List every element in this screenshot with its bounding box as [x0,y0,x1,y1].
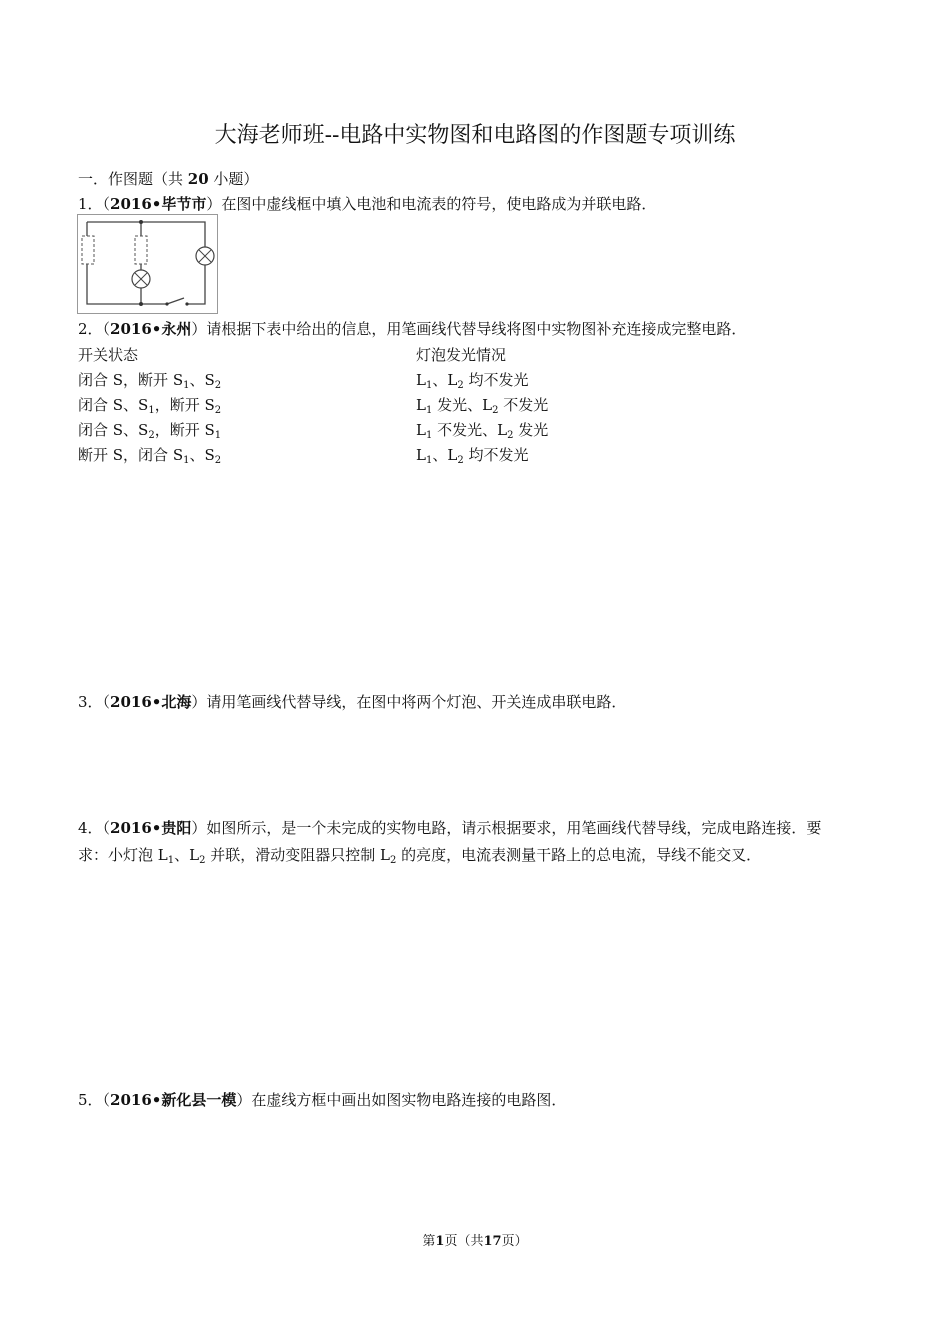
question-3: 3．（2016•北海）请用笔画线代替导线，在图中将两个灯泡、开关连成串联电路． [78,693,627,711]
table-row: 断开 S，闭合 $S_1$、$S_2$ [78,446,222,466]
table-row: 闭合 S、$S_2$，断开 $S_1$ [78,421,222,441]
question-2: 2．（2016•永州）请根据下表中给出的信息，用笔画线代替导线将图中实物图补充连接成完整电路． [78,320,747,338]
question-1: 1．（2016•毕节市）在图中虚线框中填入电池和电流表的符号，使电路成为并联电路． [78,195,657,213]
page-title: 大海老师班--电路中实物图和电路图的作图题专项训练 [214,123,736,148]
table-row: $L_1$ 不发光、$L_2$ 发光 [416,421,549,441]
table-row: $L_1$ 发光、$L_2$ 不发光 [416,396,549,416]
circuit-diagram-q1 [77,214,218,314]
question-4: 4．（2016•贵阳）如图所示，是一个未完成的实物电路，请示根据要求，用笔画线代替导线，完成电路连接．要 [78,819,822,837]
section-heading: 一．作图题（共 20 小题） [78,170,259,188]
table-row: $L_1$、$L_2$ 均不发光 [416,446,529,466]
table-row: $L_1$、$L_2$ 均不发光 [416,371,529,391]
question-4-line-2: 求：小灯泡 $L_1$、$L_2$ 并联，滑动变阻器只控制 $L_2$ 的亮度，电流表测量干路上的总电流，导线不能交叉． [78,846,762,866]
table-row: 闭合 S、$S_1$，断开 $S_2$ [78,396,222,416]
lamp-symbol [132,270,150,288]
lamp-symbol [196,247,214,265]
table-header-lamp: 灯泡发光情况 [416,346,507,364]
table-header-switch: 开关状态 [78,346,139,364]
question-5: 5．（2016•新化县一模）在虚线方框中画出如图实物电路连接的电路图． [78,1091,567,1109]
page-number: 第1页（共17页） [422,1234,528,1249]
table-row: 闭合 S，断开 $S_1$、$S_2$ [78,371,222,391]
